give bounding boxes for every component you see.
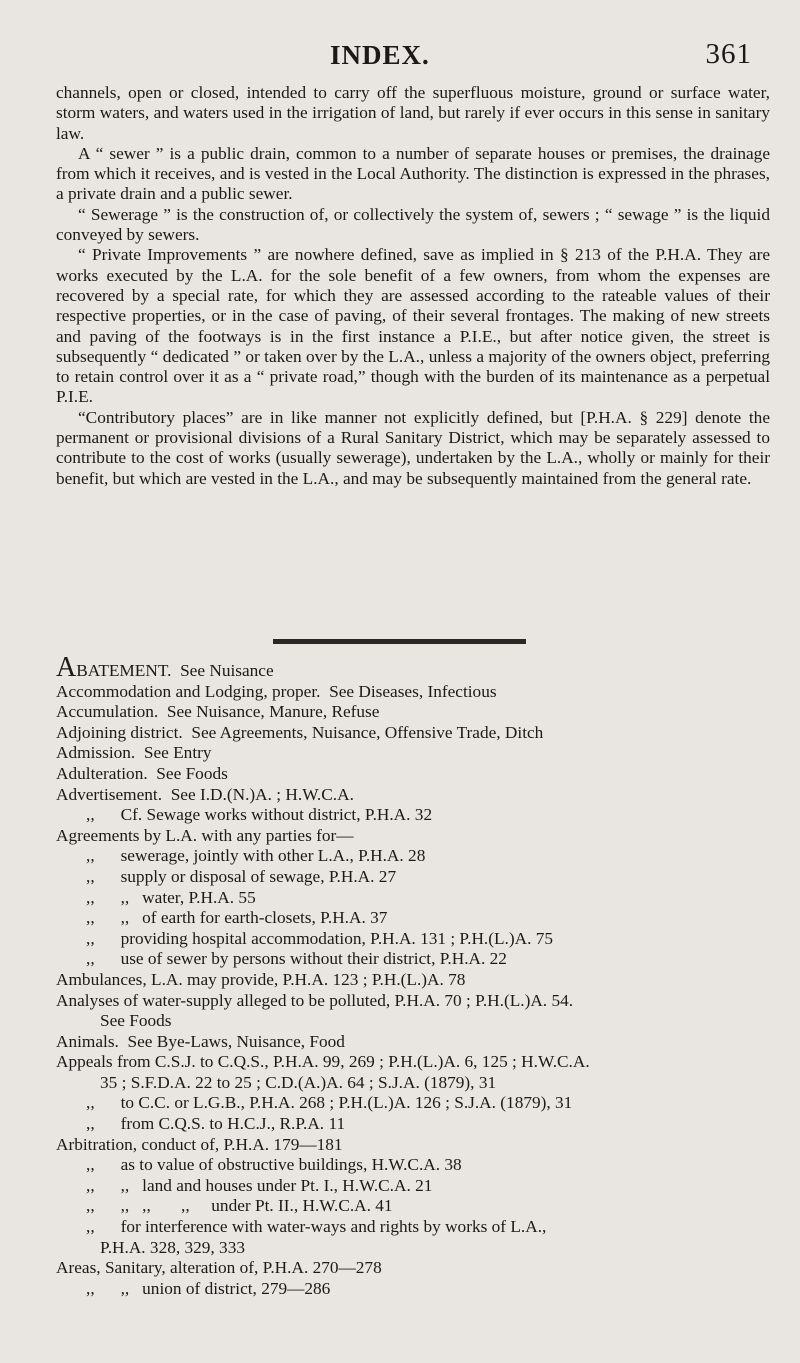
index-entry-text: ,, supply or disposal of sewage, P.H.A. 27 <box>86 866 397 886</box>
index-entry <box>56 1258 786 1279</box>
index-entry-text: ,, ,, union of district, 279—286 <box>86 1278 331 1298</box>
index-subentry <box>56 805 786 826</box>
index-subentry <box>56 949 786 970</box>
index-subentry <box>56 867 786 888</box>
index-subentry <box>56 1114 786 1135</box>
index-entry-text: Appeals from C.S.J. to C.Q.S., P.H.A. 99, 269 ; P.H.(L.)A. 6, 125 ; H.W.C.A. <box>56 1052 590 1072</box>
index-subentry <box>56 908 786 929</box>
index-entry-text: ,, ,, of earth for earth-closets, P.H.A. 37 <box>86 908 388 928</box>
index-entry <box>56 1032 786 1053</box>
index-subentry <box>56 1196 786 1217</box>
index-entry <box>56 702 786 723</box>
index-entry-text: Accumulation. See Nuisance, Manure, Refuse <box>56 702 380 722</box>
index-entry <box>56 1052 786 1073</box>
running-head-title: INDEX. <box>330 40 430 70</box>
index-entry-text: ,, ,, land and houses under Pt. I., H.W.C.A. 21 <box>86 1175 433 1195</box>
index-entry-text: ,, for interference with water-ways and rights by works of L.A., <box>86 1217 547 1237</box>
index-entry-text: Areas, Sanitary, alteration of, P.H.A. 270—278 <box>56 1258 382 1278</box>
drop-cap: A <box>56 652 77 683</box>
running-head <box>0 38 800 78</box>
index-entry <box>56 991 786 1012</box>
index-subentry <box>56 929 786 950</box>
index-entry-text: BATEMENT. See Nuisance <box>76 661 274 680</box>
index-entry-text: ,, ,, ,, ,, under Pt. II., H.W.C.A. 41 <box>86 1196 393 1216</box>
glossary-paragraph: “Contributory places” are in like manner not explicitly defined, but [P.H.A. § 229] denote the permanent or provisional divisions of a Rural Sanitary District, which may be separately assessed to contribute to the cost of works (usually sewerage), undertaken by the L.A., wholly or mainly for their benefit, but which are vested in the L.A., and may be subsequently maintained from the general rate. <box>56 407 770 488</box>
index-entry <box>56 764 786 785</box>
index-entry-text: ,, to C.C. or L.G.B., P.H.A. 268 ; P.H.(L.)A. 126 ; S.J.A. (1879), 31 <box>86 1093 573 1113</box>
index-subentry <box>56 1155 786 1176</box>
index-entry-text: Adjoining district. See Agreements, Nuisance, Offensive Trade, Ditch <box>56 722 544 742</box>
index-entry-text: Agreements by L.A. with any parties for— <box>56 825 354 845</box>
index-subentry <box>56 1217 786 1238</box>
glossary-paragraph: channels, open or closed, intended to carry off the superfluous moisture, ground or surface water, storm waters, and waters used in the irrigation of land, but rarely if ever occurs in this sense in sanitary law. <box>56 83 770 143</box>
index-entry <box>56 743 786 764</box>
index-entry-text: Analyses of water-supply alleged to be polluted, P.H.A. 70 ; P.H.(L.)A. 54. <box>56 990 574 1010</box>
index-entry-text: Ambulances, L.A. may provide, P.H.A. 123 ; P.H.(L.)A. 78 <box>56 969 466 989</box>
index-entry-text: Arbitration, conduct of, P.H.A. 179—181 <box>56 1134 343 1154</box>
index-entry-text: 35 ; S.F.D.A. 22 to 25 ; C.D.(A.)A. 64 ; S.J.A. (1879), 31 <box>100 1072 497 1092</box>
index-subentry <box>56 888 786 909</box>
index-continuation <box>56 1238 786 1259</box>
index-subentry <box>56 1279 786 1300</box>
index-entry-text: ,, use of sewer by persons without their district, P.H.A. 22 <box>86 949 507 969</box>
section-divider <box>273 639 526 644</box>
index-entry <box>56 682 786 703</box>
page-number: 361 <box>705 38 752 70</box>
index-list <box>56 652 786 1299</box>
index-entry-text: Advertisement. See I.D.(N.)A. ; H.W.C.A. <box>56 784 354 804</box>
index-entry <box>56 723 786 744</box>
glossary-paragraph: “ Sewerage ” is the construction of, or collectively the system of, sewers ; “ sewage ” is the liquid conveyed by sewers. <box>56 204 770 245</box>
index-entry-text: Animals. See Bye-Laws, Nuisance, Food <box>56 1031 345 1051</box>
index-entry-text: ,, providing hospital accommodation, P.H.A. 131 ; P.H.(L.)A. 75 <box>86 928 554 948</box>
index-entry-text: ,, ,, water, P.H.A. 55 <box>86 887 256 907</box>
index-entry <box>56 785 786 806</box>
index-entry-text: Admission. See Entry <box>56 743 212 763</box>
index-entry <box>56 970 786 991</box>
index-entry-text: Adulteration. See Foods <box>56 763 228 783</box>
index-entry-text: See Foods <box>100 1011 172 1031</box>
index-entry <box>56 652 786 683</box>
index-entry <box>56 826 786 847</box>
index-subentry <box>56 846 786 867</box>
index-continuation <box>56 1073 786 1094</box>
index-entry-text: Accommodation and Lodging, proper. See Diseases, Infectious <box>56 681 497 701</box>
index-continuation <box>56 1011 786 1032</box>
glossary-paragraph: A “ sewer ” is a public drain, common to a number of separate houses or premises, the drainage from which it receives, and is vested in the Local Authority. The distinction is expressed in the phrases, a private drain and a public sewer. <box>56 143 770 204</box>
index-entry-text: ,, as to value of obstructive buildings, H.W.C.A. 38 <box>86 1155 462 1175</box>
index-entry-text: ,, from C.Q.S. to H.C.J., R.P.A. 11 <box>86 1114 346 1134</box>
glossary-text <box>56 83 770 489</box>
index-entry <box>56 1135 786 1156</box>
index-subentry <box>56 1093 786 1114</box>
index-subentry <box>56 1176 786 1197</box>
index-entry-text: ,, sewerage, jointly with other L.A., P.H.A. 28 <box>86 846 426 866</box>
index-entry-text: P.H.A. 328, 329, 333 <box>100 1237 245 1257</box>
index-entry-text: ,, Cf. Sewage works without district, P.H.A. 32 <box>86 805 433 825</box>
glossary-paragraph: “ Private Improvements ” are nowhere defined, save as implied in § 213 of the P.H.A. They are works executed by the L.A. for the sole benefit of a few owners, from whom the expenses are recovered by a special rate, for which they are assessed according to the rateable values of their respective properties, or in the case of paving, of their several frontages. The making of new streets and paving of the footways is in the first instance a P.I.E., but after notice given, the street is subsequently “ dedicated ” or taken over by the L.A., unless a majority of the owners object, preferring to retain control over it as a “ private road,” though with the burden of its maintenance as a perpetual P.I.E. <box>56 245 770 407</box>
